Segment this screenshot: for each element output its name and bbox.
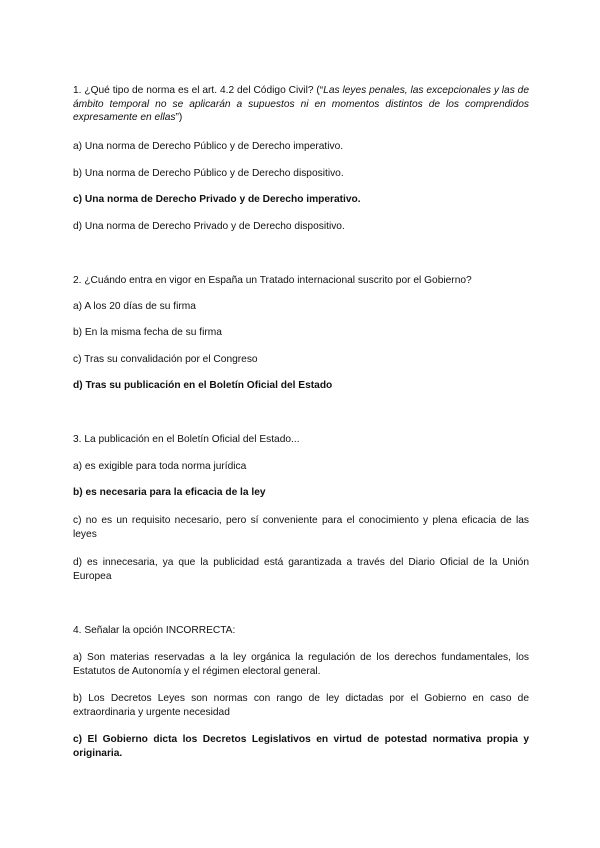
question-1-option-b: b) Una norma de Derecho Público y de Derecho dispositivo. [73, 168, 344, 179]
question-3-option-a: a) es exigible para toda norma jurídica [73, 461, 247, 472]
question-2-option-a: a) A los 20 días de su firma [73, 301, 196, 312]
question-1-option-a: a) Una norma de Derecho Público y de Derecho imperativo. [73, 141, 344, 152]
question-4-option-c-correct: c) El Gobierno dicta los Decretos Legislativos en virtud de potestad normativa propia y originaria. [73, 734, 529, 759]
question-4-option-b: b) Los Decretos Leyes son normas con rango de ley dictadas por el Gobierno en caso de extraordinaria y urgente necesidad [73, 693, 529, 718]
question-2-option-c: c) Tras su convalidación por el Congreso [73, 354, 258, 365]
question-4-stem: 4. Señalar la opción INCORRECTA: [73, 625, 236, 636]
question-3-option-b-correct: b) es necesaria para la eficacia de la ley [73, 487, 266, 498]
question-1-option-d: d) Una norma de Derecho Privado y de Derecho dispositivo. [73, 221, 345, 232]
question-2-option-b: b) En la misma fecha de su firma [73, 327, 222, 338]
question-1-option-c-correct: c) Una norma de Derecho Privado y de Derecho imperativo. [73, 194, 361, 205]
question-4-option-a: a) Son materias reservadas a la ley orgánica la regulación de los derechos fundamentales, los Estatutos de Autonomía y el régimen electoral general. [73, 652, 529, 677]
question-3-stem: 3. La publicación en el Boletín Oficial del Estado... [73, 434, 300, 445]
question-3-option-d: d) es innecesaria, ya que la publicidad está garantizada a través del Diario Oficial de la Unión Europea [73, 557, 529, 582]
question-2-stem: 2. ¿Cuándo entra en vigor en España un Tratado internacional suscrito por el Gobierno? [73, 275, 472, 286]
question-3-option-c: c) no es un requisito necesario, pero sí conveniente para el conocimiento y plena eficacia de las leyes [73, 515, 529, 540]
question-1-stem: 1. ¿Qué tipo de norma es el art. 4.2 del Código Civil? (“Las leyes penales, las excepcionales y las de ámbito temporal no se aplicarán a supuestos ni en momentos distintos de los comprendidos expresamente en ellas”) [73, 85, 530, 124]
question-1-quote: Las leyes penales, las excepcionales y las de ámbito temporal no se aplicarán a supuestos ni en momentos distintos de los comprendidos expresamente en ellas [73, 85, 530, 124]
question-2-option-d-correct: d) Tras su publicación en el Boletín Oficial del Estado [73, 380, 333, 391]
